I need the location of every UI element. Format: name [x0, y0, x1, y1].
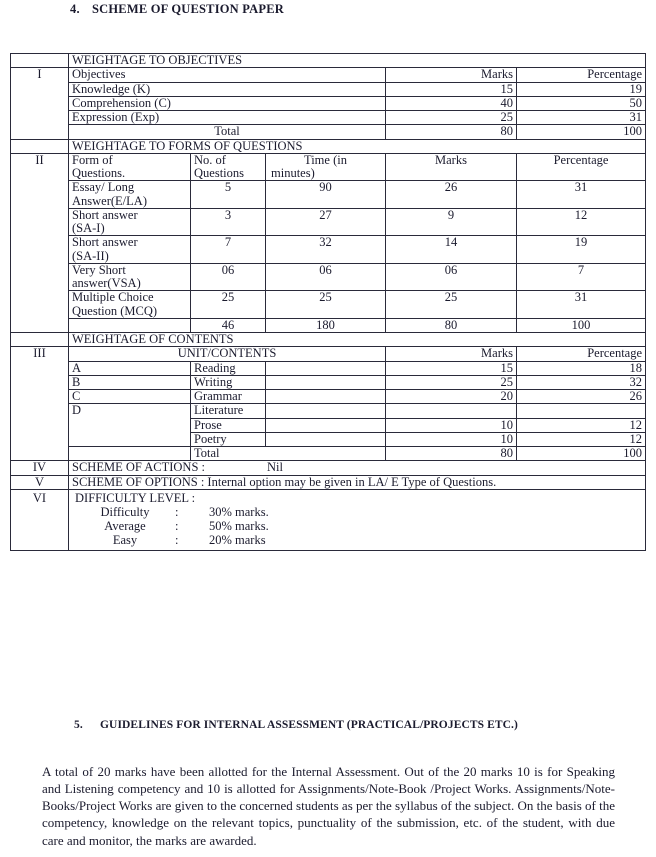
section-5-number: 5. [74, 719, 83, 731]
difficulty-level-value: 20% marks [209, 532, 266, 547]
content-name: Prose [191, 418, 266, 432]
form-label-line2: (SA-I) [72, 221, 105, 235]
form-label [69, 181, 191, 209]
difficulty-level-cell [69, 489, 646, 550]
table-row [11, 291, 646, 319]
section-1-total-label: Total [69, 125, 386, 139]
objective-percentage: 31 [517, 111, 646, 125]
content-blank [266, 375, 386, 389]
table-row [11, 82, 646, 96]
section-3-total-percentage: 100 [517, 447, 646, 461]
form-percentage: 31 [517, 181, 646, 209]
form-label-line1: Short answer [72, 235, 138, 250]
content-marks: 25 [386, 375, 517, 389]
section-4-number: 4. [70, 2, 80, 16]
content-blank [266, 404, 386, 418]
content-percentage [517, 404, 646, 418]
objective-marks: 40 [386, 96, 517, 110]
form-percentage: 7 [517, 263, 646, 291]
content-name: Reading [191, 361, 266, 375]
objective-label: Knowledge (K) [69, 82, 386, 96]
form-label-line2: answer(VSA) [72, 276, 141, 290]
content-unit: C [69, 390, 191, 404]
section-1-roman-blank [11, 54, 69, 68]
content-percentage: 12 [517, 432, 646, 446]
scheme-of-options-text: SCHEME OF OPTIONS : Internal option may be given in LA/ E Type of Questions. [69, 475, 646, 489]
section-2-header-time [266, 153, 386, 181]
difficulty-level-name: Easy [112, 532, 138, 547]
section-5-heading [74, 719, 518, 731]
difficulty-level-colon: : [175, 532, 179, 547]
content-marks: 10 [386, 418, 517, 432]
content-unit: D [69, 404, 191, 447]
content-blank [266, 432, 386, 446]
form-time: 27 [266, 208, 386, 236]
difficulty-level-title: DIFFICULTY LEVEL : [75, 490, 196, 505]
content-name: Poetry [191, 432, 266, 446]
content-percentage: 12 [517, 418, 646, 432]
form-label-line1: Short answer [72, 207, 138, 222]
section-1-total-percentage: 100 [517, 125, 646, 139]
table-row [11, 318, 646, 332]
table-row [11, 489, 646, 550]
form-time: 25 [266, 291, 386, 319]
section-2-total-time: 180 [266, 318, 386, 332]
table-row [11, 475, 646, 489]
section-4-roman: IV [11, 461, 69, 475]
table-row [11, 361, 646, 375]
objective-marks: 25 [386, 111, 517, 125]
table-row [11, 263, 646, 291]
form-label [69, 263, 191, 291]
difficulty-level-name: Average [104, 518, 146, 533]
difficulty-level-value: 30% marks. [209, 504, 269, 519]
table-row [11, 404, 646, 418]
section-1-header-objectives: Objectives [69, 68, 386, 82]
table-row [11, 236, 646, 264]
objective-label: Expression (Exp) [69, 111, 386, 125]
form-label-line2: Answer(E/LA) [72, 193, 147, 208]
form-marks: 14 [386, 236, 517, 264]
table-row [11, 208, 646, 236]
form-label [69, 208, 191, 236]
section-2-roman-blank [11, 139, 69, 153]
table-row [11, 125, 646, 139]
form-percentage: 19 [517, 236, 646, 264]
content-marks: 15 [386, 361, 517, 375]
form-label-line2: (SA-II) [72, 248, 109, 263]
content-name: Writing [191, 375, 266, 389]
section-1-banner: WEIGHTAGE TO OBJECTIVES [69, 54, 646, 68]
table-row [11, 447, 646, 461]
section-3-header-unit: UNIT/CONTENTS [69, 347, 386, 361]
no-header-line1: No. of [194, 152, 226, 167]
form-percentage: 31 [517, 291, 646, 319]
table-row [11, 375, 646, 389]
form-header-line1: Form of [72, 152, 113, 167]
section-2-total-percentage: 100 [517, 318, 646, 332]
content-percentage: 18 [517, 361, 646, 375]
table-row [11, 139, 646, 153]
form-time: 90 [266, 181, 386, 209]
section-4-title: SCHEME OF QUESTION PAPER [92, 2, 284, 16]
time-header-line1: Time (in [304, 152, 347, 167]
content-marks: 20 [386, 390, 517, 404]
section-5-roman: V [11, 475, 69, 489]
section-2-header-form [69, 153, 191, 181]
section-5-title: GUIDELINES FOR INTERNAL ASSESSMENT (PRACTICAL/PROJECTS ETC.) [100, 719, 518, 731]
section-2-header-no [191, 153, 266, 181]
section-3-total-marks: 80 [386, 447, 517, 461]
table-row [11, 153, 646, 181]
table-row [11, 461, 646, 475]
form-marks: 26 [386, 181, 517, 209]
difficulty-level-item [75, 533, 645, 547]
section-2-total-blank [69, 318, 191, 332]
content-blank [266, 418, 386, 432]
section-3-banner: WEIGHTAGE OF CONTENTS [69, 333, 646, 347]
section-1-roman: I [11, 68, 69, 139]
section-2-header-percentage: Percentage [517, 153, 646, 181]
content-blank [266, 390, 386, 404]
form-label [69, 291, 191, 319]
table-row [11, 54, 646, 68]
content-marks: 10 [386, 432, 517, 446]
form-label [69, 236, 191, 264]
section-1-header-percentage: Percentage [517, 68, 646, 82]
difficulty-level-colon: : [175, 504, 179, 519]
form-marks: 25 [386, 291, 517, 319]
content-blank [266, 361, 386, 375]
scheme-of-actions-label: SCHEME OF ACTIONS : [72, 460, 206, 475]
table-row [11, 347, 646, 361]
section-3-roman-blank [11, 333, 69, 347]
section-3-total-label: Total [191, 447, 386, 461]
form-label-line1: Very Short [72, 262, 126, 277]
section-2-header-marks: Marks [386, 153, 517, 181]
section-2-total-marks: 80 [386, 318, 517, 332]
form-time: 06 [266, 263, 386, 291]
form-no-questions: 3 [191, 208, 266, 236]
content-name: Literature [191, 404, 266, 418]
objective-percentage: 19 [517, 82, 646, 96]
objective-label: Comprehension (C) [69, 96, 386, 110]
content-unit: B [69, 375, 191, 389]
content-unit: A [69, 361, 191, 375]
section-6-roman: VI [11, 489, 69, 550]
objective-percentage: 50 [517, 96, 646, 110]
difficulty-level-item [75, 505, 645, 519]
scheme-of-actions-cell [69, 461, 646, 475]
form-header-line2: Questions. [72, 166, 126, 180]
form-time: 32 [266, 236, 386, 264]
time-header-line2: minutes) [271, 166, 315, 180]
table-row [11, 390, 646, 404]
section-2-total-no: 46 [191, 318, 266, 332]
form-no-questions: 7 [191, 236, 266, 264]
form-no-questions: 25 [191, 291, 266, 319]
difficulty-level-colon: : [175, 518, 179, 533]
section-2-roman: II [11, 153, 69, 332]
form-label-line1: Multiple Choice [72, 290, 154, 305]
form-label-line1: Essay/ Long [72, 180, 135, 195]
section-3-header-percentage: Percentage [517, 347, 646, 361]
form-label-line2: Question (MCQ) [72, 303, 158, 318]
internal-assessment-paragraph: A total of 20 marks have been allotted for the Internal Assessment. Out of the 20 marks 10 is for Speaking and Listening competency and 10 is allotted for Assignments/Note-Book /Project Works. Assignments/Note-Books/Project Works are given to the concerned students as per the syllabus of the subject. On the basis of the competency, knowledge on the relevant topics, punctuality of the submission, etc. of the student, with due care and monitor, the marks are awarded. [42, 764, 615, 848]
difficulty-level-item [75, 519, 645, 533]
content-percentage: 26 [517, 390, 646, 404]
scheme-of-actions-value: Nil [267, 460, 283, 475]
section-3-total-blank [69, 447, 191, 461]
section-3-header-marks: Marks [386, 347, 517, 361]
difficulty-level-name: Difficulty [100, 504, 150, 519]
form-marks: 9 [386, 208, 517, 236]
table-row [11, 96, 646, 110]
section-2-banner: WEIGHTAGE TO FORMS OF QUESTIONS [69, 139, 646, 153]
content-name: Grammar [191, 390, 266, 404]
table-row [11, 181, 646, 209]
objective-marks: 15 [386, 82, 517, 96]
difficulty-level-value: 50% marks. [209, 518, 269, 533]
section-1-header-marks: Marks [386, 68, 517, 82]
table-row [11, 111, 646, 125]
form-marks: 06 [386, 263, 517, 291]
section-3-roman: III [11, 347, 69, 461]
content-percentage: 32 [517, 375, 646, 389]
form-no-questions: 06 [191, 263, 266, 291]
section-1-total-marks: 80 [386, 125, 517, 139]
content-marks [386, 404, 517, 418]
no-header-line2: Questions [194, 166, 244, 180]
form-percentage: 12 [517, 208, 646, 236]
table-row [11, 68, 646, 82]
table-row [11, 333, 646, 347]
page-title [70, 2, 284, 17]
form-no-questions: 5 [191, 181, 266, 209]
scheme-of-question-paper-table [10, 53, 646, 551]
